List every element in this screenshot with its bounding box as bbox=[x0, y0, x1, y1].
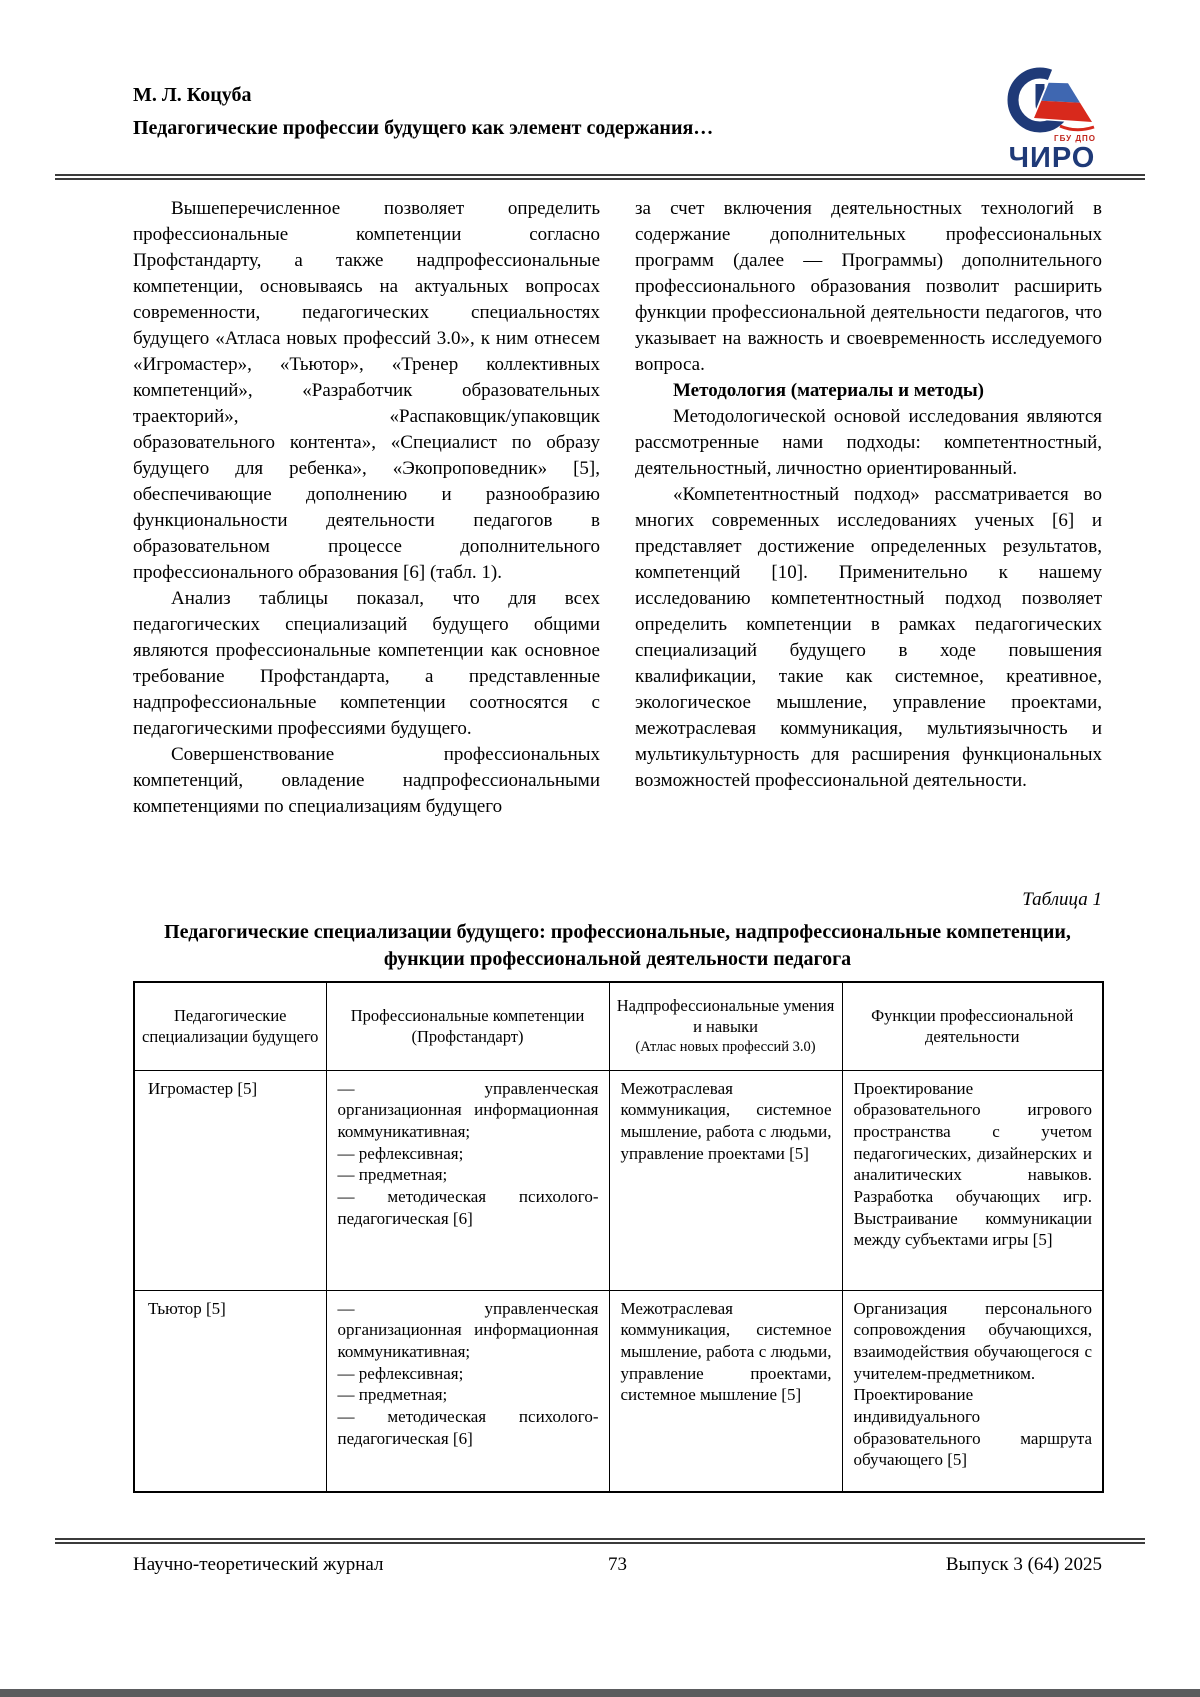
paragraph: Методологической основой исследования являются рассмотренные нами подходы: компетентностный, деятельностный, личностно ориентированный. bbox=[635, 406, 1102, 479]
competency-item: — рефлексивная; bbox=[337, 1363, 464, 1383]
competency-item: — предметная; bbox=[337, 1385, 448, 1405]
column-header-sublabel: (Профстандарт) bbox=[411, 1027, 524, 1047]
paragraph: Анализ таблицы показал, что для всех педагогических специализаций будущего общими являются профессиональные компетенции как основное требование Профстандарта, а представленные надпрофессиональные компетенции соотносятся с педагогическими профессиями будущего. bbox=[133, 588, 600, 739]
logo-acronym: ЧИРО bbox=[1008, 142, 1096, 174]
specializations-table bbox=[133, 981, 1104, 1493]
paragraph: «Компетентностный подход» рассматривается во многих современных исследованиях ученых [6] и представляет достижение определенных результатов, компетенций [10]. Применительно к нашему исследованию компетентностный подход позволяет определить компетенции в рамках педагогических специализаций будущего в ходе повышения квалификации, такие как системное, креативное, экологическое мышление, управление проектами, межотраслевая коммуникация, мультиязычность и мультикультурность для расширения функциональных возможностей профессиональной деятельности. bbox=[635, 484, 1102, 791]
column-header-functions bbox=[842, 982, 1103, 1070]
page-number: 73 bbox=[608, 1554, 627, 1575]
table-title: Педагогические специализации будущего: профессиональные, надпрофессиональные компетенции, функции профессиональной деятельности педагога bbox=[164, 921, 1071, 970]
paragraph: за счет включения деятельностных технологий в содержание дополнительных профессиональных программ (далее — Программы) дополнительного профессионального образования позволит расширить функции профессиональной деятельности педагогов, что указывает на важность и своевременность исследуемого вопроса. bbox=[635, 198, 1102, 375]
competencies-cell bbox=[326, 1070, 609, 1290]
table-row bbox=[134, 1070, 1103, 1290]
logo-emblem-icon bbox=[1004, 60, 1100, 134]
column-header-label: Педагогические специализации будущего bbox=[142, 1006, 319, 1047]
functions-cell: Проектирование образовательного игрового пространства с учетом педагогических, дизайнерских и аналитических навыков. Разработка обучающих игр. Выстраивание коммуникации между субъектами игры [5] bbox=[842, 1070, 1103, 1290]
paragraph: Совершенствование профессиональных компетенций, овладение надпрофессиональными компетенциями по специализациям будущего bbox=[133, 744, 600, 817]
page-bottom-edge bbox=[0, 1689, 1200, 1697]
supra-skills-cell: Межотраслевая коммуникация, системное мышление, работа с людьми, управление проектами, системное мышление [5] bbox=[609, 1290, 842, 1492]
specialization-cell: Тьютор [5] bbox=[134, 1290, 326, 1492]
column-header-sublabel: (Атлас новых профессий 3.0) bbox=[635, 1038, 816, 1055]
journal-type: Научно-теоретический журнал bbox=[133, 1554, 384, 1575]
chiro-logo bbox=[1002, 60, 1102, 173]
footer-rule bbox=[55, 1538, 1145, 1544]
column-header-label: Функции профессиональной деятельности bbox=[871, 1006, 1074, 1047]
competency-item: — методическая психолого-педагогическая [6] bbox=[337, 1407, 599, 1448]
supra-skills-cell: Межотраслевая коммуникация, системное мышление, работа с людьми, управление проектами [5] bbox=[609, 1070, 842, 1290]
text-column-left bbox=[133, 196, 600, 820]
column-header-professional-competencies bbox=[326, 982, 609, 1070]
table-header-row bbox=[134, 982, 1103, 1070]
author-name: М. Л. Коцуба bbox=[133, 84, 252, 106]
running-title: Педагогические профессии будущего как элемент содержания… bbox=[133, 117, 714, 139]
column-header-supra-skills bbox=[609, 982, 842, 1070]
text-column-right bbox=[635, 196, 1102, 794]
column-header-label: Профессиональные компетенции bbox=[350, 1006, 585, 1026]
table-caption: Таблица 1 bbox=[1022, 889, 1102, 910]
competencies-cell bbox=[326, 1290, 609, 1492]
table-row bbox=[134, 1290, 1103, 1492]
issue-label: Выпуск 3 (64) 2025 bbox=[945, 1554, 1102, 1575]
functions-cell: Организация персонального сопровождения обучающихся, взаимодействия обучающегося с учителем-предметником. Проектирование индивидуального образовательного маршрута обучающего [5] bbox=[842, 1290, 1103, 1492]
competency-item: — методическая психолого-педагогическая [6] bbox=[337, 1187, 599, 1228]
paragraph: Вышеперечисленное позволяет определить профессиональные компетенции согласно Профстандарту, а также надпрофессиональные компетенции, основываясь на актуальных вопросах современности, педагогических специальностях будущего «Атласа новых профессий 3.0», к ним отнесем «Игромастер», «Тьютор», «Тренер коллективных компетенций», «Разработчик образовательных траекторий», «Распаковщик/упаковщик образовательного контента», «Специалист по образу будущего для ребенка», «Экопроповедник» [5], обеспечивающие дополнению и разнообразию функциональности деятельности педагогов в образовательном процессе дополнительного профессионального образования [6] (табл. 1). bbox=[133, 198, 600, 583]
logo-org-type: ГБУ ДПО bbox=[1054, 134, 1096, 143]
competency-item: — управленческая организационная информационная коммуникативная; bbox=[337, 1298, 599, 1361]
methodology-heading: Методология (материалы и методы) bbox=[673, 380, 984, 401]
header-rule bbox=[55, 174, 1145, 180]
column-header-label: Надпрофессиональные умения и навыки bbox=[616, 995, 835, 1036]
competency-item: — управленческая организационная информационная коммуникативная; bbox=[337, 1078, 599, 1141]
column-header-specializations bbox=[134, 982, 326, 1070]
competency-item: — предметная; bbox=[337, 1165, 448, 1185]
competency-item: — рефлексивная; bbox=[337, 1143, 464, 1163]
specialization-cell: Игромастер [5] bbox=[134, 1070, 326, 1290]
